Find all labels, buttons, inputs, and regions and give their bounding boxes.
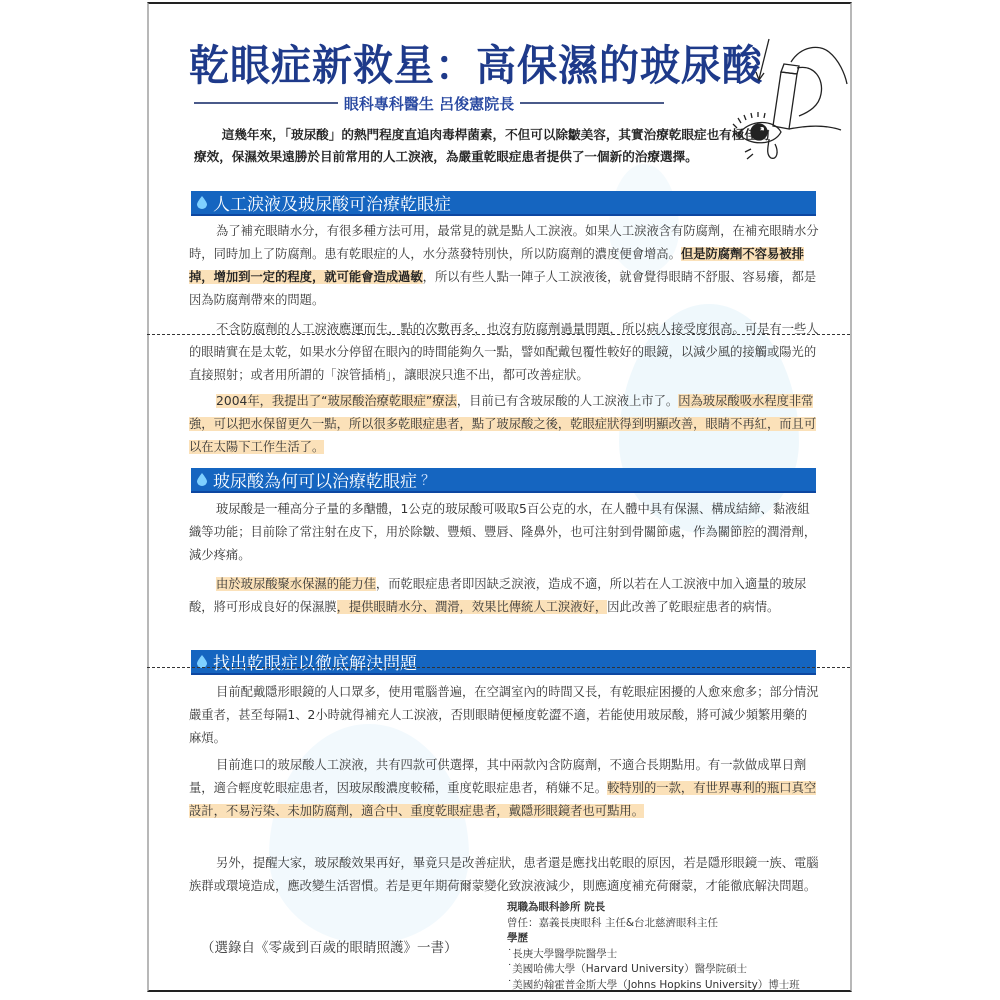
highlighted-text: 較特別的一款，有世界專利的瓶口真空設計，不易污染、未加防腐劑，適合中、重度乾眼症患者，戴隱形眼鏡者也可點用。 <box>189 781 817 818</box>
body-text: 另外，提醒大家，玻尿酸效果再好，畢竟只是改善症狀，患者還是應找出乾眼的原因，若是隱形眼鏡一族、電腦族群或環境造成，應改變生活習慣。若是更年期荷爾蒙變化致淚液減少，則應適度補充荷爾蒙，才能徹底解決問題。 <box>189 856 819 893</box>
bio-former-position: 曾任：嘉義長庚眼科 主任&台北慈濟眼科主任 <box>507 916 719 929</box>
highlighted-text: 2004年，我提出了“玻尿酸治療乾眼症”療法 <box>216 394 457 408</box>
bio-current-position: 現職為眼科診所 院長 <box>507 901 606 913</box>
highlighted-text: ，提供眼睛水分、潤滑，效果比傳統人工淚液好， <box>336 600 608 614</box>
body-text: 因此改善了乾眼症患者的病情。 <box>607 600 780 614</box>
article-title: 乾眼症新救星：高保濕的玻尿酸 <box>189 42 763 91</box>
bio-education-label: 學歷 <box>507 932 528 944</box>
body-text: 玻尿酸是一種高分子量的多醣體，1公克的玻尿酸可吸取5百公克的水，在人體中具有保濕、構成結締、黏液組織等功能；目前除了常注射在皮下，用於除皺、豐頰、豐唇、隆鼻外，也可注射到骨關節處，作為關節腔的潤滑劑，減少疼痛。 <box>189 502 817 562</box>
dashed-guide-line <box>147 334 850 335</box>
highlighted-text: 由於玻尿酸聚水保濕的能力佳 <box>216 577 376 591</box>
bio-education-item: ˙美國哈佛大學（Harvard University）醫學院碩士 <box>507 963 748 975</box>
heading-suffix: ？ <box>421 472 435 489</box>
section-1-paragraph-1 <box>189 220 819 312</box>
section-1-paragraph-2 <box>189 318 819 387</box>
section-header-why-hyaluronic <box>191 468 816 493</box>
section-heading: 玻尿酸為何可以治療乾眼症 <box>213 472 417 492</box>
section-header-artificial-tears <box>191 191 816 216</box>
body-text: 不含防腐劑的人工淚液應運而生，點的次數再多，也沒有防腐劑過量問題，所以病人接受度很高。可是有一些人的眼睛實在是太乾，如果水分停留在眼內的時間能夠久一點，譬如配戴包覆性較好的眼鏡，以減少風的接觸或陽光的直接照射；或者用所謂的「淚管插梢」，讓眼淚只進不出，都可改善症狀。 <box>189 322 819 382</box>
author-name: 眼科專科醫生 呂俊憲院長 <box>343 94 515 113</box>
section-3-paragraph-3 <box>189 852 819 898</box>
section-header-find-cause <box>191 650 816 675</box>
section-heading: 找出乾眼症以徹底解決問題 <box>213 654 417 674</box>
section-1-paragraph-3 <box>189 390 819 459</box>
section-2-paragraph-1 <box>189 498 819 567</box>
body-text: ，目前已有含玻尿酸的人工淚液上市了。 <box>456 394 679 408</box>
body-text: ，而乾眼症患者即因缺乏淚液，造成不適，所以若在人工淚液中加入適量的玻尿酸，將可形成良好的保濕膜 <box>189 577 807 614</box>
body-text: 目前配戴隱形眼鏡的人口眾多，使用電腦普遍，在空調室內的時間又長，有乾眼症困擾的人愈來愈多；部分情況嚴重者，甚至每隔1、2小時就得補充人工淚液，否則眼睛便極度乾澀不適，若能使用玻尿酸，將可減少頻繁用藥的麻煩。 <box>189 685 819 745</box>
bio-education-item: ˙長庚大學醫學院醫學士 <box>507 947 618 960</box>
body-text: ，所以有些人點一陣子人工淚液後，就會覺得眼睛不舒服、容易癢，都是因為防腐劑帶來的問題。 <box>189 270 817 307</box>
highlighted-text: 因為玻尿酸吸水程度非常強，可以把水保留更久一點，所以很多乾眼症患者，點了玻尿酸之後，乾眼症狀得到明顯改善，眼睛不再紅，而且可以在太陽下工作生活了。 <box>189 394 817 454</box>
section-2-paragraph-2 <box>189 573 819 619</box>
water-drop-icon <box>197 196 207 209</box>
highlighted-text: 但是防腐劑不容易被排掉，增加到一定的程度，就可能會造成過敏 <box>189 247 804 284</box>
bio-education-item: ˙美國約翰霍普金斯大學（Johns Hopkins University）博士班 <box>507 978 800 991</box>
author-bio <box>507 900 800 992</box>
divider <box>520 102 664 104</box>
article-page <box>147 2 852 992</box>
source-citation: （選錄自《零歲到百歲的眼睛照護》一書） <box>201 940 458 956</box>
intro-text: 這幾年來，「玻尿酸」的熱門程度直追肉毒桿菌素，不但可以除皺美容，其實治療乾眼症也有極佳的療效，保濕效果遠勝於目前常用的人工淚液，為嚴重乾眼症患者提供了一個新的治療選擇。 <box>194 127 770 164</box>
water-drop-icon <box>197 473 207 486</box>
divider <box>194 102 338 104</box>
body-text: 目前進口的玻尿酸人工淚液，共有四款可供選擇，其中兩款內含防腐劑，不適合長期點用。有一款做成單日劑量，適合輕度乾眼症患者，因玻尿酸濃度較稀，重度乾眼症患者，稍嫌不足。 <box>189 758 807 795</box>
intro-paragraph <box>194 124 774 168</box>
body-text: 為了補充眼睛水分，有很多種方法可用，最常見的就是點人工淚液。如果人工淚液含有防腐劑，在補充眼睛水分時，同時加上了防腐劑。患有乾眼症的人，水分蒸發特別快，所以防腐劑的濃度便會增高。 <box>189 224 819 261</box>
dashed-guide-line <box>147 667 850 668</box>
byline <box>194 92 664 114</box>
section-heading: 人工淚液及玻尿酸可治療乾眼症 <box>213 195 451 215</box>
section-3-paragraph-2 <box>189 754 819 823</box>
section-3-paragraph-1 <box>189 681 819 750</box>
